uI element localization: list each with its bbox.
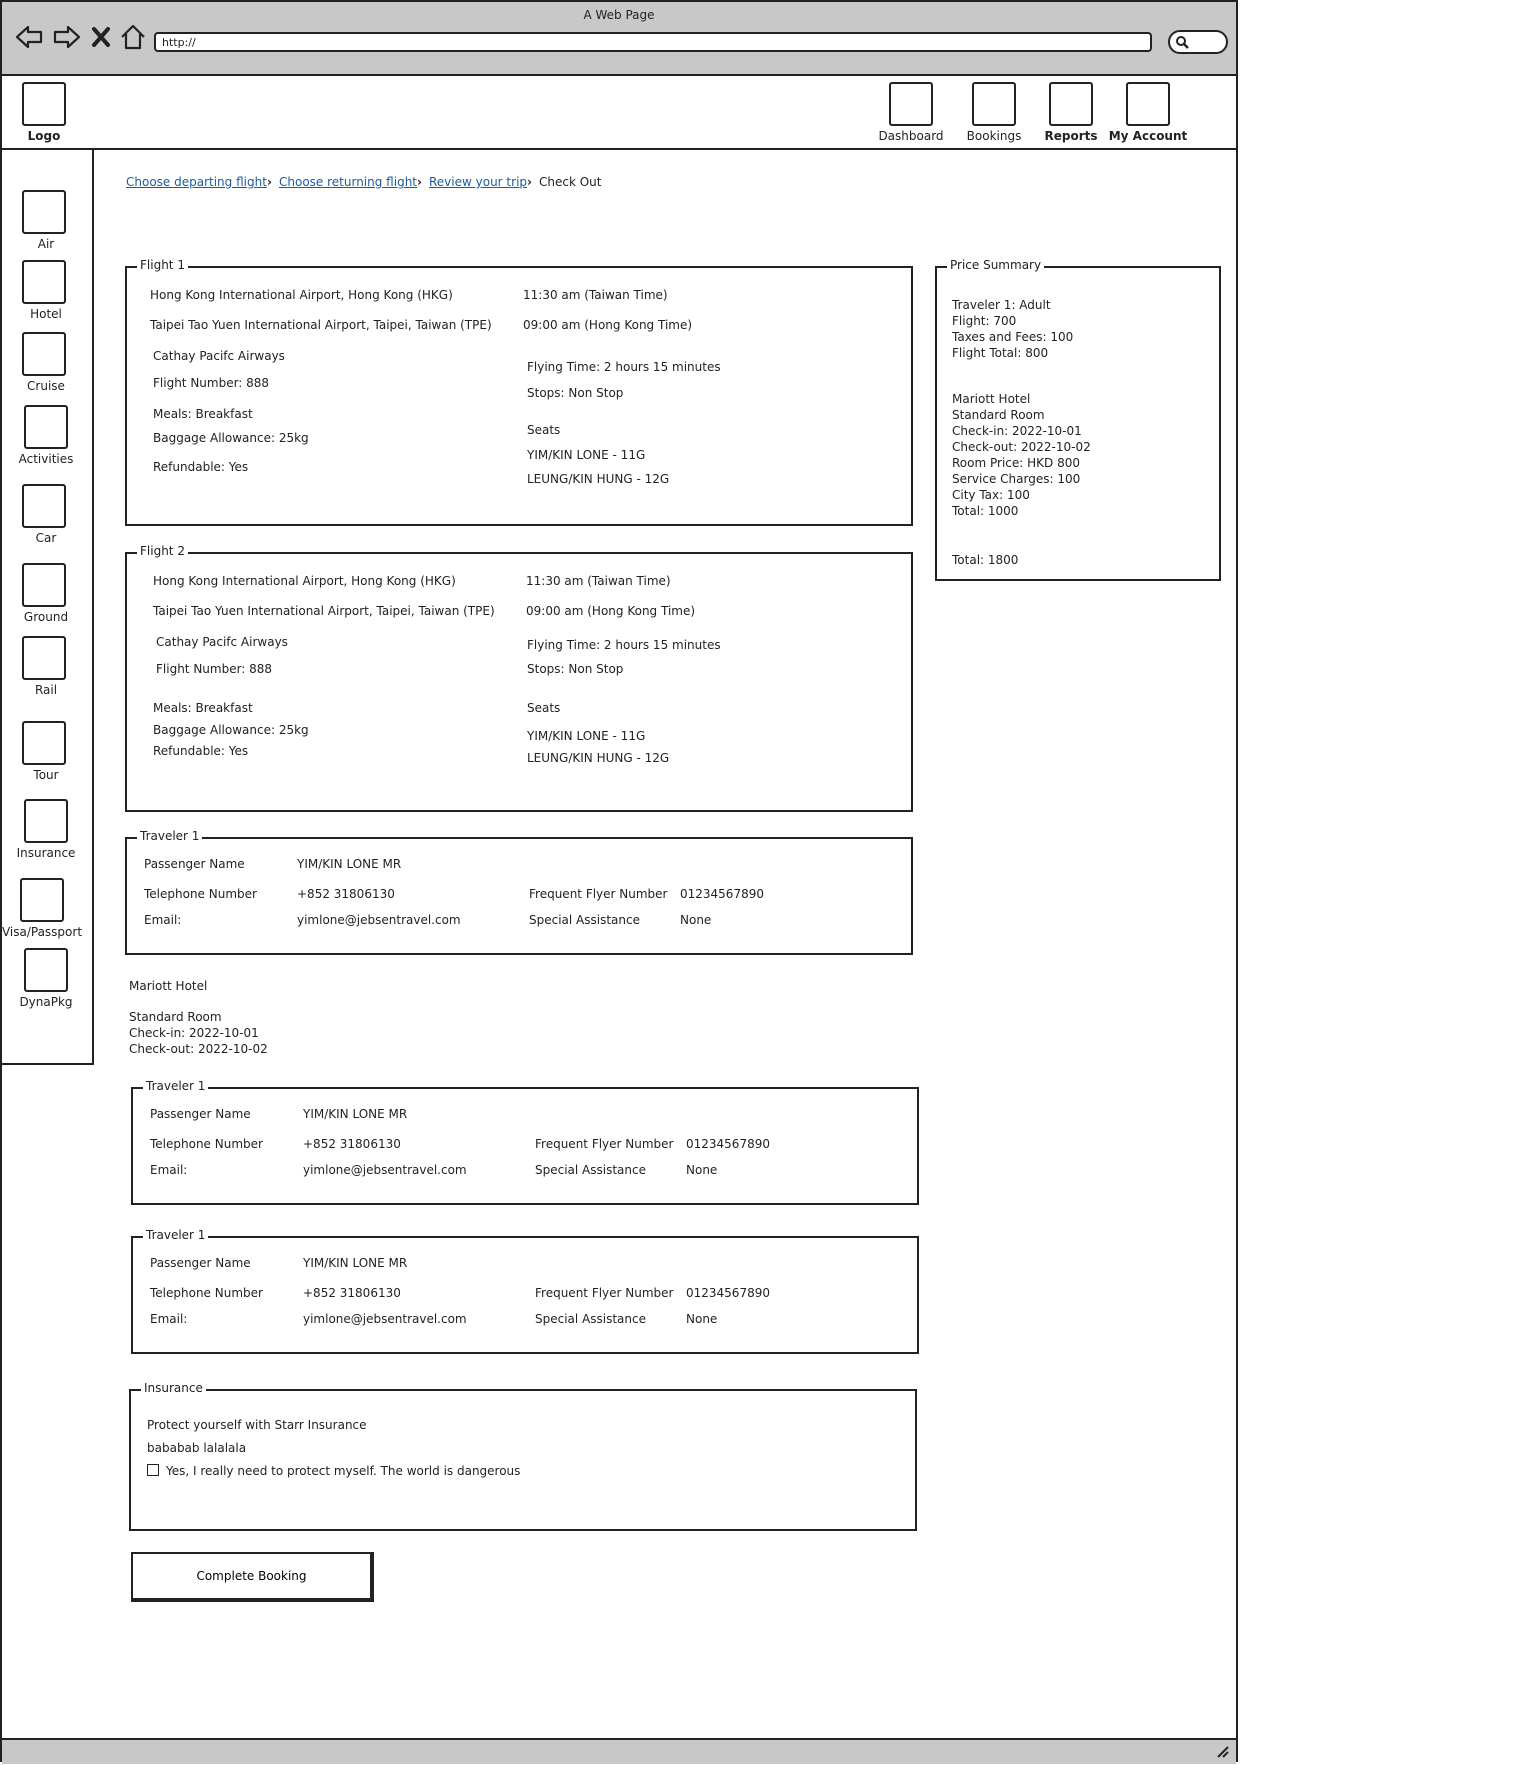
flight-2-seat-2: LEUNG/KIN HUNG - 12G	[527, 751, 670, 765]
nav-reports-label[interactable]: Reports	[1044, 129, 1098, 143]
stop-x-icon[interactable]	[90, 22, 112, 52]
back-arrow-icon[interactable]	[14, 22, 44, 52]
breadcrumb-current: Check Out	[539, 175, 602, 189]
flight-1-flight-number: Flight Number: 888	[153, 376, 270, 390]
flight-2-seats-label: Seats	[527, 701, 561, 715]
flight-1-airline: Cathay Pacifc Airways	[153, 349, 285, 363]
assistance-label: Special Assistance	[529, 913, 640, 927]
ffn-value: 01234567890	[680, 887, 764, 901]
flight-2-to-time: 09:00 am (Hong Kong Time)	[526, 604, 696, 618]
insurance-legend: Insurance	[141, 1381, 206, 1395]
forward-arrow-icon[interactable]	[52, 22, 82, 52]
window-title: A Web Page	[583, 8, 655, 22]
assistance-value: None	[686, 1312, 718, 1326]
insurance-panel	[129, 1381, 917, 1531]
magnifier-icon	[1174, 34, 1190, 50]
flight-2-stops: Stops: Non Stop	[527, 662, 624, 676]
sidebar-item-air[interactable]: Air	[37, 237, 55, 251]
traveler-a-legend: Traveler 1	[137, 829, 202, 843]
sidebar-item-hotel[interactable]: Hotel	[30, 307, 62, 321]
car-icon[interactable]	[22, 484, 66, 528]
summary-hotel-total: Total: 1000	[952, 504, 1019, 518]
ffn-label: Frequent Flyer Number	[535, 1137, 674, 1151]
ffn-value: 01234567890	[686, 1286, 770, 1300]
summary-grand-total: Total: 1800	[952, 553, 1019, 567]
ground-icon[interactable]	[22, 563, 66, 607]
sidebar-item-insurance[interactable]: Insurance	[16, 846, 76, 860]
insurance-checkbox[interactable]	[147, 1464, 159, 1476]
traveler-panel-a	[125, 829, 913, 955]
email-label: Email:	[144, 913, 182, 927]
summary-room-price: Room Price: HKD 800	[952, 456, 1080, 470]
hotel-checkout: Check-out: 2022-10-02	[129, 1042, 268, 1056]
my-account-nav-icon[interactable]	[1126, 82, 1170, 126]
email-value: yimlone@jebsentravel.com	[303, 1163, 467, 1177]
flight-2-baggage: Baggage Allowance: 25kg	[153, 723, 309, 737]
hotel-room: Standard Room	[129, 1010, 222, 1024]
flight-2-from: Hong Kong International Airport, Hong Kong (HKG)	[153, 574, 456, 588]
flight-1-from: Hong Kong International Airport, Hong Kong (HKG)	[150, 288, 453, 302]
telephone-value: +852 31806130	[297, 887, 395, 901]
home-icon[interactable]	[118, 22, 148, 52]
breadcrumb-review[interactable]: Review your trip	[429, 175, 528, 189]
browser-status-bar	[2, 1738, 1236, 1764]
summary-checkout: Check-out: 2022-10-02	[952, 440, 1091, 454]
url-input[interactable]	[154, 32, 1152, 52]
telephone-label: Telephone Number	[150, 1137, 263, 1151]
visa-passport-icon[interactable]	[20, 878, 64, 922]
bookings-nav-icon[interactable]	[972, 82, 1016, 126]
flight-2-flight-number: Flight Number: 888	[156, 662, 273, 676]
tour-icon[interactable]	[22, 721, 66, 765]
summary-checkin: Check-in: 2022-10-01	[952, 424, 1082, 438]
flight-2-meals: Meals: Breakfast	[153, 701, 253, 715]
flight-1-panel	[125, 258, 913, 526]
traveler-panel-c	[131, 1228, 919, 1354]
sidebar-item-rail[interactable]: Rail	[34, 683, 58, 697]
sidebar-item-ground[interactable]: Ground	[23, 610, 69, 624]
activities-icon[interactable]	[24, 405, 68, 449]
reports-nav-icon[interactable]	[1049, 82, 1093, 126]
flight-1-from-time: 11:30 am (Taiwan Time)	[523, 288, 668, 302]
flight-1-seat-1: YIM/KIN LONE - 11G	[527, 448, 646, 462]
insurance-desc: bababab lalalala	[147, 1441, 247, 1455]
nav-bookings-label[interactable]: Bookings	[966, 129, 1022, 143]
price-summary-legend: Price Summary	[947, 258, 1044, 272]
chevron-right-icon: ›	[267, 175, 272, 189]
sidebar-item-activities[interactable]: Activities	[18, 452, 74, 466]
flight-1-flying-time: Flying Time: 2 hours 15 minutes	[527, 360, 721, 374]
flight-1-seats-label: Seats	[527, 423, 561, 437]
email-value: yimlone@jebsentravel.com	[303, 1312, 467, 1326]
telephone-label: Telephone Number	[144, 887, 257, 901]
flight-2-flying-time: Flying Time: 2 hours 15 minutes	[527, 638, 721, 652]
nav-dashboard-label[interactable]: Dashboard	[878, 129, 944, 143]
hotel-checkin: Check-in: 2022-10-01	[129, 1026, 259, 1040]
sidebar-item-visa-passport[interactable]: Visa/Passport	[1, 925, 83, 939]
chevron-right-icon: ›	[417, 175, 422, 189]
browser-search-button[interactable]	[1168, 30, 1228, 54]
sidebar	[2, 150, 94, 1065]
assistance-label: Special Assistance	[535, 1163, 646, 1177]
passenger-name-label: Passenger Name	[150, 1256, 251, 1270]
ffn-value: 01234567890	[686, 1137, 770, 1151]
email-label: Email:	[150, 1312, 188, 1326]
summary-flight: Flight: 700	[952, 314, 1017, 328]
rail-icon[interactable]	[22, 636, 66, 680]
app-header	[2, 76, 1236, 150]
flight-1-legend: Flight 1	[137, 258, 188, 272]
sidebar-item-car[interactable]: Car	[35, 531, 57, 545]
flight-1-to-time: 09:00 am (Hong Kong Time)	[523, 318, 693, 332]
resize-grip-icon[interactable]	[1216, 1745, 1230, 1759]
ffn-label: Frequent Flyer Number	[535, 1286, 674, 1300]
flight-2-seat-1: YIM/KIN LONE - 11G	[527, 729, 646, 743]
hotel-icon[interactable]	[22, 260, 66, 304]
summary-hotel-name: Mariott Hotel	[952, 392, 1031, 406]
flight-2-to: Taipei Tao Yuen International Airport, Taipei, Taiwan (TPE)	[153, 604, 495, 618]
sidebar-item-tour[interactable]: Tour	[33, 768, 59, 782]
logo-image-icon[interactable]	[22, 82, 66, 126]
passenger-name-value: YIM/KIN LONE MR	[297, 857, 402, 871]
dynapkg-icon[interactable]	[24, 948, 68, 992]
telephone-value: +852 31806130	[303, 1137, 401, 1151]
passenger-name-label: Passenger Name	[144, 857, 245, 871]
flight-2-airline: Cathay Pacifc Airways	[156, 635, 288, 649]
flight-2-from-time: 11:30 am (Taiwan Time)	[526, 574, 671, 588]
telephone-label: Telephone Number	[150, 1286, 263, 1300]
chevron-right-icon: ›	[527, 175, 532, 189]
flight-1-seat-2: LEUNG/KIN HUNG - 12G	[527, 472, 670, 486]
flight-2-panel	[125, 544, 913, 812]
passenger-name-value: YIM/KIN LONE MR	[303, 1256, 408, 1270]
traveler-b-legend: Traveler 1	[143, 1079, 208, 1093]
email-label: Email:	[150, 1163, 188, 1177]
dashboard-nav-icon[interactable]	[889, 82, 933, 126]
flight-2-legend: Flight 2	[137, 544, 188, 558]
breadcrumb-returning[interactable]: Choose returning flight	[279, 175, 417, 189]
assistance-value: None	[686, 1163, 718, 1177]
traveler-c-legend: Traveler 1	[143, 1228, 208, 1242]
cruise-icon[interactable]	[22, 332, 66, 376]
assistance-label: Special Assistance	[535, 1312, 646, 1326]
summary-service: Service Charges: 100	[952, 472, 1081, 486]
summary-hotel-room: Standard Room	[952, 408, 1045, 422]
traveler-panel-b	[131, 1079, 919, 1205]
flight-1-baggage: Baggage Allowance: 25kg	[153, 431, 309, 445]
telephone-value: +852 31806130	[303, 1286, 401, 1300]
browser-titlebar	[2, 2, 1236, 76]
flight-1-to: Taipei Tao Yuen International Airport, Taipei, Taiwan (TPE)	[150, 318, 492, 332]
flight-1-refundable: Refundable: Yes	[153, 460, 249, 474]
summary-traveler: Traveler 1: Adult	[952, 298, 1051, 312]
flight-2-refundable: Refundable: Yes	[153, 744, 249, 758]
sidebar-item-dynapkg[interactable]: DynaPkg	[19, 995, 73, 1009]
passenger-name-label: Passenger Name	[150, 1107, 251, 1121]
flight-1-meals: Meals: Breakfast	[153, 407, 253, 421]
assistance-value: None	[680, 913, 712, 927]
url-text: http://	[162, 36, 196, 49]
passenger-name-value: YIM/KIN LONE MR	[303, 1107, 408, 1121]
price-summary-panel	[935, 258, 1221, 581]
insurance-title: Protect yourself with Starr Insurance	[147, 1418, 367, 1432]
air-icon[interactable]	[22, 190, 66, 234]
summary-taxes: Taxes and Fees: 100	[952, 330, 1074, 344]
insurance-icon[interactable]	[24, 799, 68, 843]
flight-1-stops: Stops: Non Stop	[527, 386, 624, 400]
email-value: yimlone@jebsentravel.com	[297, 913, 461, 927]
complete-booking-button[interactable]: Complete Booking	[131, 1552, 374, 1602]
summary-flight-total: Flight Total: 800	[952, 346, 1049, 360]
logo-label: Logo	[27, 129, 61, 143]
hotel-name: Mariott Hotel	[129, 979, 208, 993]
breadcrumb-departing[interactable]: Choose departing flight	[126, 175, 267, 189]
ffn-label: Frequent Flyer Number	[529, 887, 668, 901]
insurance-checkbox-label[interactable]: Yes, I really need to protect myself. The world is dangerous	[166, 1464, 521, 1478]
sidebar-item-cruise[interactable]: Cruise	[27, 379, 65, 393]
nav-my-account-label[interactable]: My Account	[1108, 129, 1188, 143]
summary-city-tax: City Tax: 100	[952, 488, 1030, 502]
